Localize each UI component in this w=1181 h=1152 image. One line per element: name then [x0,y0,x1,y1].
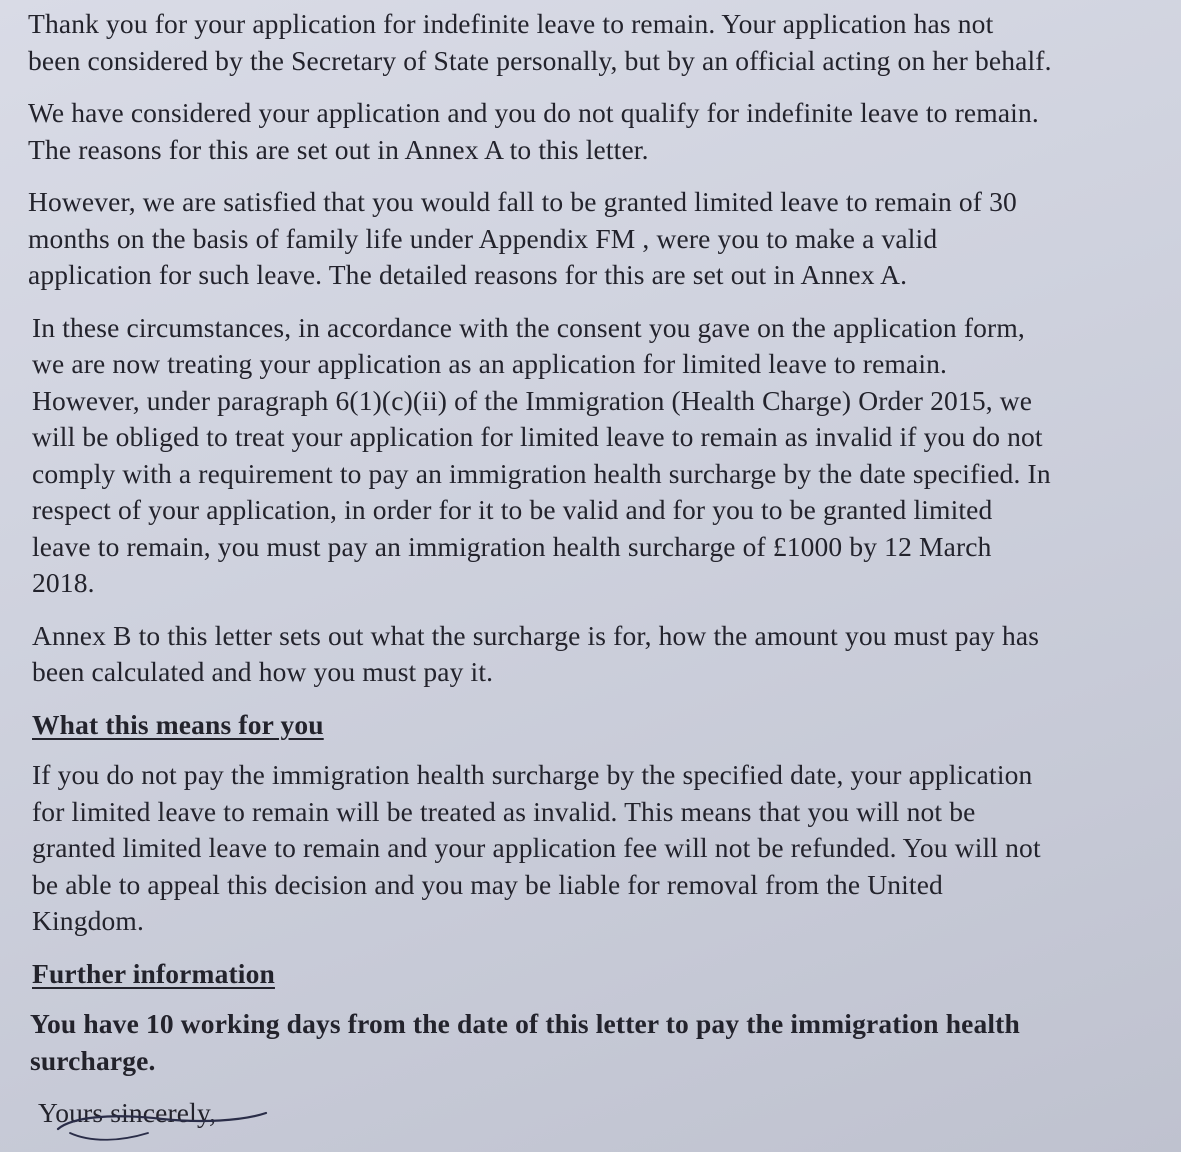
text-line: leave to remain, you must pay an immigration health surcharge of £1000 by 12 March [32,530,992,562]
text-line: we are now treating your application as an application for limited leave to remain. [32,348,948,379]
signature-scribble [52,1103,282,1147]
closing-block [38,1095,1141,1132]
text-line: been calculated and how you must pay it. [32,656,494,687]
text-line: respect of your application, in order for it to be valid and for you to be granted limited [32,494,993,525]
paragraph-annex-b [32,618,1141,691]
paragraph-application-thanks [28,6,1141,79]
paragraph-consequences [32,757,1141,940]
text-line: comply with a requirement to pay an immigration health surcharge by the date specified. In [32,457,1051,489]
text-line: granted limited leave to remain and your application fee will not be refunded. You will not [32,832,1041,863]
text-line: However, under paragraph 6(1)(c)(ii) of the Immigration (Health Charge) Order 2015, we [32,384,1033,416]
paragraph-deadline-notice [30,1006,1141,1079]
text-line: If you do not pay the immigration health surcharge by the specified date, your application [32,759,1033,790]
text-line: Annex B to this letter sets out what the surcharge is for, how the amount you must pay has [32,619,1040,651]
section-heading-what-this-means: What this means for you [32,708,324,740]
text-line: surcharge. [30,1044,156,1076]
text-line: You have 10 working days from the date of this letter to pay the immigration health [30,1008,1020,1039]
paragraph-surcharge-requirement [32,310,1141,602]
text-line: Thank you for your application for indefinite leave to remain. Your application has not [28,8,994,39]
text-line: In these circumstances, in accordance with the consent you gave on the application form, [32,311,1025,343]
text-line: We have considered your application and you do not qualify for indefinite leave to remain. [28,97,1039,128]
text-line: However, we are satisfied that you would fall to be granted limited leave to remain of 30 [28,186,1017,217]
section-heading-further-information: Further information [32,957,275,989]
paragraph-limited-leave [28,184,1141,294]
closing-salutation: Yours sincerely, [38,1097,217,1128]
text-line: will be obliged to treat your application for limited leave to remain as invalid if you do not [32,421,1043,452]
text-line: been considered by the Secretary of State personally, but by an official acting on her behalf. [28,44,1052,76]
text-line: The reasons for this are set out in Annex A to this letter. [28,133,649,165]
text-line: months on the basis of family life under Appendix FM , were you to make a valid [28,222,938,254]
text-line: Kingdom. [32,905,144,936]
text-line: be able to appeal this decision and you may be liable for removal from the United [32,868,943,900]
paragraph-not-qualify [28,95,1141,168]
text-line: application for such leave. The detailed reasons for this are set out in Annex A. [28,259,908,290]
text-line: 2018. [32,567,95,598]
text-line: for limited leave to remain will be treated as invalid. This means that you will not be [32,795,976,827]
